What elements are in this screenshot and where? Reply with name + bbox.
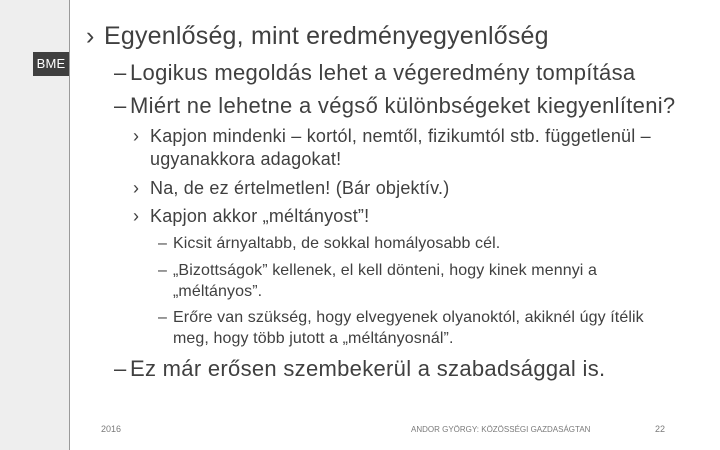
sub2-item-2-line1: Na, de ez értelmetlen! (Bár objektív.) (150, 178, 450, 198)
sub2-item-1-line2: ugyanakkora adagokat! (150, 149, 342, 169)
sub1-bullet: – (114, 60, 127, 85)
sub2-item-2-bullet: › (133, 178, 140, 198)
footer-date: 2016 (101, 424, 122, 434)
sub4-bullet: – (114, 356, 127, 381)
heading-text: Egyenlőség, mint eredményegyenlőség (104, 22, 549, 50)
footer-author: ANDOR GYÖRGY: KÖZÖSSÉGI GAZDASÁGTAN (411, 425, 591, 434)
footer-page-number: 22 (655, 424, 666, 434)
sub2-item-3-line1: Kapjon akkor „méltányost”! (150, 206, 370, 226)
sidebar-tab-label: BME (33, 52, 69, 76)
sub3-item-1-line1: Kicsit árnyaltabb, de sokkal homályosabb cél. (173, 235, 501, 252)
sub3-item-1-bullet: – (158, 235, 167, 252)
sub1-text: Logikus megoldás lehet a végeredmény tompítása (130, 60, 636, 85)
sub3-item-3-bullet: – (158, 309, 167, 326)
heading-bullet: › (86, 22, 95, 50)
sub2-bullet: – (114, 93, 127, 118)
sub2-item-1-line1: Kapjon mindenki – kortól, nemtől, fizikumtól stb. függetlenül – (150, 126, 651, 146)
sub3-item-2-line2: „méltányos”. (173, 283, 263, 300)
sub2-text: Miért ne lehetne a végső különbségeket kiegyenlíteni? (130, 93, 676, 118)
sub3-item-3-line1: Erőre van szükség, hogy elvegyenek olyanoktól, akiknél úgy ítélik (173, 309, 644, 326)
sub3-item-2-line1: „Bizottságok” kellenek, el kell dönteni, hogy kinek mennyi a (173, 262, 597, 279)
sub2-item-3-bullet: › (133, 206, 140, 226)
sidebar-divider (69, 0, 70, 450)
sub4-text: Ez már erősen szembekerül a szabadsággal is. (130, 356, 606, 381)
sub3-item-3-line2: meg, hogy több jutott a „méltányosnál”. (173, 330, 454, 347)
sub2-item-1-bullet: › (133, 126, 140, 146)
sub3-item-2-bullet: – (158, 262, 167, 279)
